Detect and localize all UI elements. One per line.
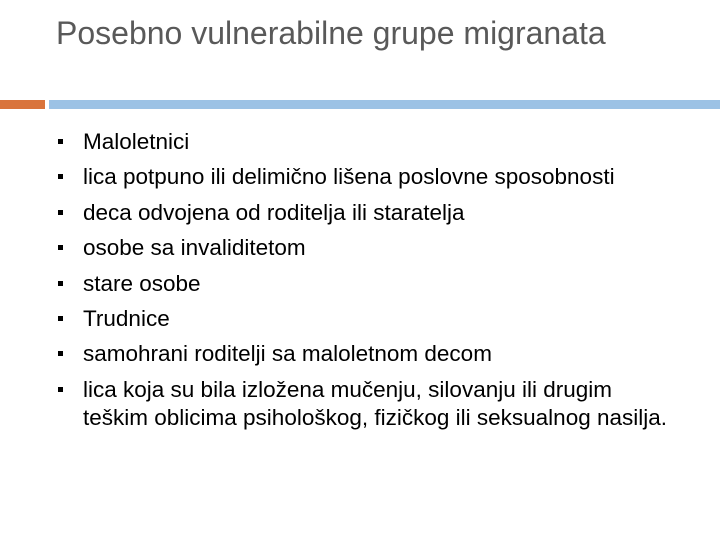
accent-bar-orange: [0, 100, 45, 109]
list-item-text: lica koja su bila izložena mučenju, silovanju ili drugim teškim oblicima psihološkog, fizičkog ili seksualnog nasilja.: [83, 376, 668, 430]
list-item: [56, 199, 676, 227]
list-item-text: samohrani roditelji sa maloletnom decom: [83, 341, 492, 367]
square-bullet-icon: [58, 351, 63, 356]
list-item: [56, 305, 676, 333]
list-item-text: deca odvojena od roditelja ili staratelja: [83, 199, 465, 225]
list-item-text: Maloletnici: [83, 129, 190, 154]
list-item-text: Trudnice: [83, 305, 170, 331]
square-bullet-icon: [58, 174, 63, 179]
slide-title: Posebno vulnerabilne grupe migranata: [56, 15, 606, 51]
list-item-text: stare osobe: [83, 270, 201, 296]
accent-bar-blue: [49, 100, 720, 109]
list-item: [56, 270, 676, 298]
bullet-list: [56, 128, 676, 439]
list-item: [56, 376, 676, 432]
square-bullet-icon: [58, 387, 63, 392]
list-item: [56, 340, 676, 368]
square-bullet-icon: [58, 210, 63, 215]
list-item: [56, 163, 676, 191]
square-bullet-icon: [58, 245, 63, 250]
list-item-text: lica potpuno ili delimično lišena poslovne sposobnosti: [83, 164, 615, 190]
square-bullet-icon: [58, 139, 63, 144]
square-bullet-icon: [58, 316, 63, 321]
list-item: [56, 128, 676, 156]
list-item: [56, 234, 676, 262]
list-item-text: osobe sa invaliditetom: [83, 235, 306, 261]
square-bullet-icon: [58, 281, 63, 286]
